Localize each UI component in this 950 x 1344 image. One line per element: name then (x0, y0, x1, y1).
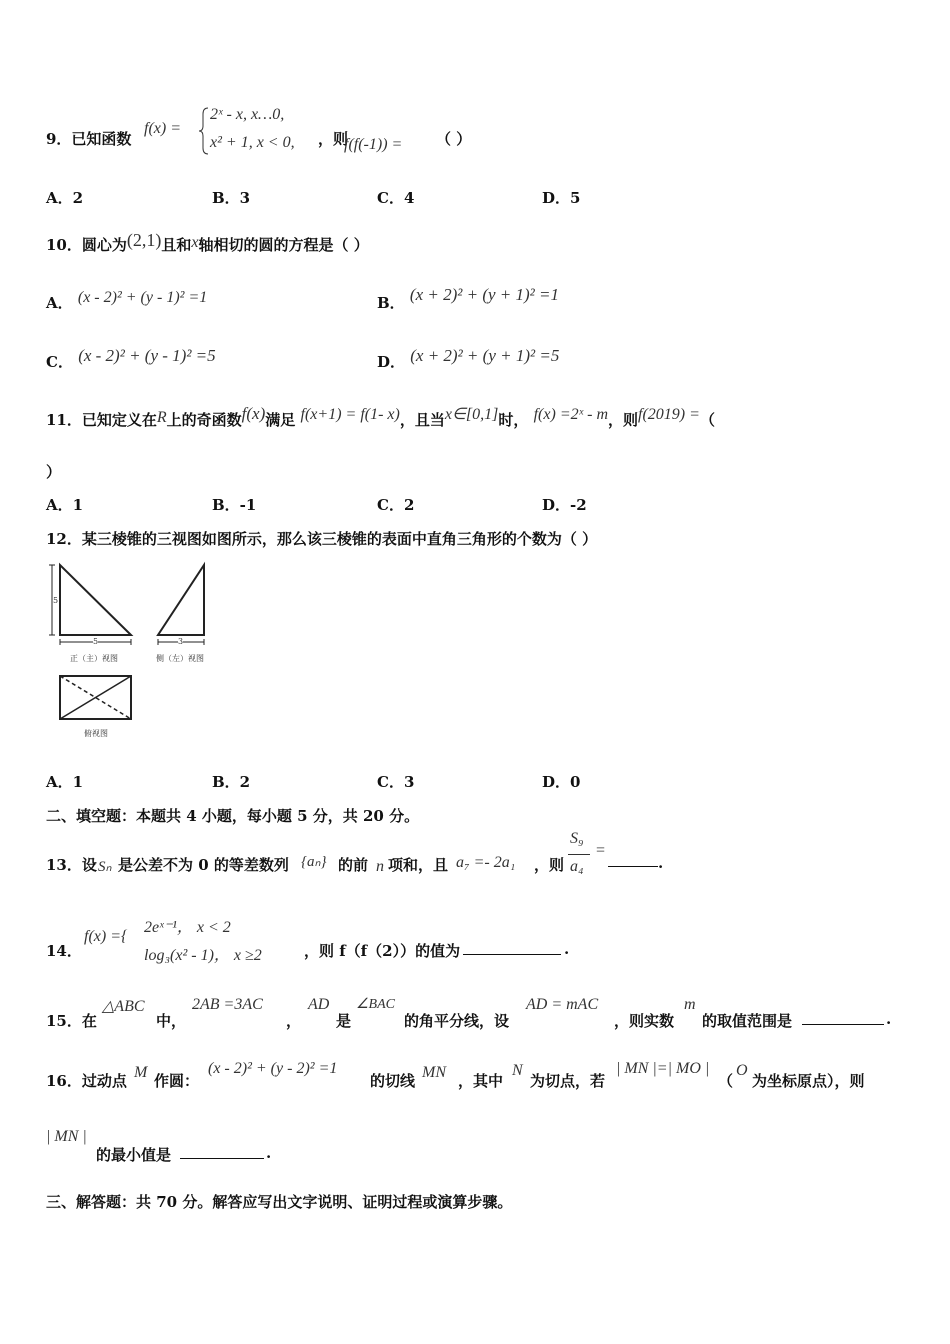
q16-label: 16．过动点 (46, 1072, 127, 1090)
q10-label: 10．圆心为 (46, 236, 127, 254)
q15-tri: △ABC (102, 998, 145, 1015)
q15-m: m (684, 996, 696, 1013)
q16-t5: （ (718, 1072, 734, 1090)
q16-t4: 为切点，若 (530, 1072, 606, 1090)
q11-t5: ，则 (608, 411, 639, 429)
q16-t6: 为坐标原点），则 (752, 1072, 865, 1090)
q16-t7: 的最小值是 (96, 1146, 172, 1164)
q9-option-a: A．2 (46, 189, 84, 207)
front-height-value: 5 (53, 596, 59, 605)
q13-answer-blank (608, 852, 658, 867)
q15-t5: ，则实数 (614, 1012, 675, 1030)
q10-option-c-letter: C． (46, 353, 73, 371)
q12-option-d: D．0 (542, 773, 581, 791)
q10-option-a-eq: (x - 2)² + (y - 1)² =1 (77, 289, 208, 306)
q11-t2: 满足 (265, 411, 296, 429)
q10-option-d-eq: (x + 2)² + (y + 1)² =5 (410, 346, 560, 365)
q9-option-c: C．4 (377, 189, 415, 207)
q15-answer-blank (802, 1010, 884, 1025)
q10-option-a (46, 289, 208, 313)
q10-option-a-letter: A． (46, 294, 73, 312)
q13-t4: ，则 (534, 856, 565, 874)
q16-MN: MN (422, 1064, 446, 1081)
side-width-value: 3 (178, 637, 184, 646)
q16-M: M (134, 1064, 148, 1081)
q12-option-c: C．3 (377, 773, 415, 791)
q13-Sn: Sₙ (98, 859, 112, 875)
q15-t3: 是 (336, 1012, 352, 1030)
q9-then: ，则 (318, 130, 349, 148)
q11-R: R (156, 409, 167, 426)
q9-option-d: D．5 (542, 189, 581, 207)
q14-case1: 2eˣ⁻¹， x < 2 (144, 919, 231, 936)
question-15 (46, 996, 910, 1030)
q13-t3: 项和，且 (388, 856, 449, 874)
q15-label: 15．在 (46, 1012, 97, 1030)
q13-n: n (376, 858, 384, 875)
q9-label: 9．已知函数 (46, 130, 132, 148)
q16-N: N (512, 1062, 523, 1079)
q11-option-a: A．1 (46, 496, 84, 514)
q10-mid: 且和 (161, 236, 192, 254)
q16-answer-blank (180, 1144, 264, 1159)
question-9 (46, 106, 910, 156)
question-16-cont (46, 1128, 910, 1168)
q13-t1: 是公差不为 0 的等差数列 (118, 856, 289, 874)
q14-func: f(x) ={ (84, 928, 128, 945)
q15-cond: 2AB =3AC (192, 996, 263, 1013)
q16-circle: (x - 2)² + (y - 2)² =1 (208, 1060, 338, 1077)
q15-vec: AD = mAC (526, 996, 599, 1013)
q15-end: . (886, 1010, 892, 1028)
q13-eq: = (596, 842, 606, 859)
q14-end: . (564, 940, 570, 958)
q10-option-b-eq: (x + 2)² + (y + 1)² =1 (409, 285, 559, 304)
q12-option-b: B．2 (212, 773, 251, 791)
q13-label: 13．设 (46, 856, 97, 874)
side-view-caption: 侧（左）视图 (156, 654, 204, 663)
question-13 (46, 830, 910, 880)
q15-t6: 的取值范围是 (702, 1012, 793, 1030)
side-view-triangle (158, 565, 204, 635)
q10-axis: x (191, 234, 199, 251)
q11-fx: f(x) (241, 404, 266, 423)
q15-AD: AD (308, 996, 330, 1013)
question-12: 12．某三棱锥的三视图如图所示，那么该三棱锥的表面中直角三角形的个数为（ ） (46, 530, 598, 548)
q12-option-a: A．1 (46, 773, 84, 791)
question-14 (46, 912, 910, 964)
q16-t1: 作圆： (154, 1072, 200, 1090)
q16-end: . (266, 1144, 272, 1162)
q9-expr: f(f(-1)) = (344, 136, 403, 153)
section-3-heading: 三、解答题：共 70 分。解答应写出文字说明、证明过程或演算步骤。 (46, 1193, 513, 1211)
q16-cond: | MN |=| MO | (616, 1060, 710, 1077)
q10-option-b (377, 285, 559, 313)
q11-option-b: B．-1 (212, 496, 257, 514)
q10-option-b-letter: B． (377, 294, 405, 312)
q13-cond: a₇ =- 2a₁ (456, 854, 516, 871)
q9-case1: 2ˣ - x, x…0, (210, 106, 285, 123)
question-16 (46, 1058, 910, 1090)
q10-center: (2,1) (126, 230, 162, 250)
q15-t1: 中， (156, 1012, 187, 1030)
q16-t2: 的切线 (370, 1072, 416, 1090)
q13-frac-num: S₉ (570, 830, 584, 847)
q14-label: 14． (46, 942, 82, 960)
q11-option-c: C．2 (377, 496, 415, 514)
q13-frac-den: a₄ (570, 858, 584, 875)
q11-t3: ，且当 (399, 411, 445, 429)
q15-angle: ∠BAC (356, 997, 395, 1012)
q11-label: 11．已知定义在 (46, 411, 157, 429)
q16-abs: | MN | (46, 1128, 87, 1145)
front-width-value: 5 (93, 637, 99, 646)
question-11 (46, 404, 910, 430)
q13-frac-bar (568, 854, 590, 855)
q14-answer-blank (463, 940, 561, 955)
q9-case2: x² + 1, x < 0, (210, 134, 295, 151)
q11-option-d: D．-2 (542, 496, 587, 514)
question-10 (46, 230, 910, 255)
q10-option-d-letter: D． (377, 353, 406, 371)
q10-option-d (377, 346, 560, 372)
section-2-heading: 二、填空题：本题共 4 小题，每小题 5 分，共 20 分。 (46, 807, 420, 825)
q13-t2: 的前 (338, 856, 369, 874)
front-view-caption: 正（主）视图 (70, 654, 118, 663)
q14-case2: log₃(x² - 1)， x ≥2 (144, 947, 262, 964)
q13-an: {aₙ} (301, 854, 327, 870)
q11-open: （ (699, 411, 715, 429)
q11-ask: f(2019) = (638, 406, 700, 423)
top-view-caption: 俯视图 (84, 729, 108, 738)
q9-paren: （ ） (436, 130, 472, 148)
front-view-triangle (60, 565, 131, 635)
q9-func: f(x) = (144, 120, 181, 137)
q11-t1: 上的奇函数 (166, 411, 242, 429)
three-view-figure (46, 560, 216, 750)
q11-def: f(x) =2ˣ - m (533, 406, 609, 423)
q16-O: O (736, 1062, 748, 1079)
q15-t2: ， (286, 1012, 302, 1030)
q9-brace (198, 106, 210, 156)
q11-close-paren: ） (46, 463, 62, 481)
q10-option-c (46, 346, 216, 372)
q15-t4: 的角平分线，设 (404, 1012, 510, 1030)
q14-tail: ，则 f（f（2））的值为 (304, 942, 461, 960)
q9-option-b: B．3 (212, 189, 251, 207)
q10-option-c-eq: (x - 2)² + (y - 1)² =5 (78, 346, 216, 365)
q10-tail: 轴相切的圆的方程是（ ） (198, 236, 369, 254)
q11-interval: x∈[0,1] (444, 406, 499, 423)
q13-end: . (658, 854, 664, 872)
q11-cond: f(x+1) = f(1- x) (300, 406, 400, 423)
q11-t4: 时， (498, 411, 529, 429)
q16-t3: ，其中 (458, 1072, 504, 1090)
